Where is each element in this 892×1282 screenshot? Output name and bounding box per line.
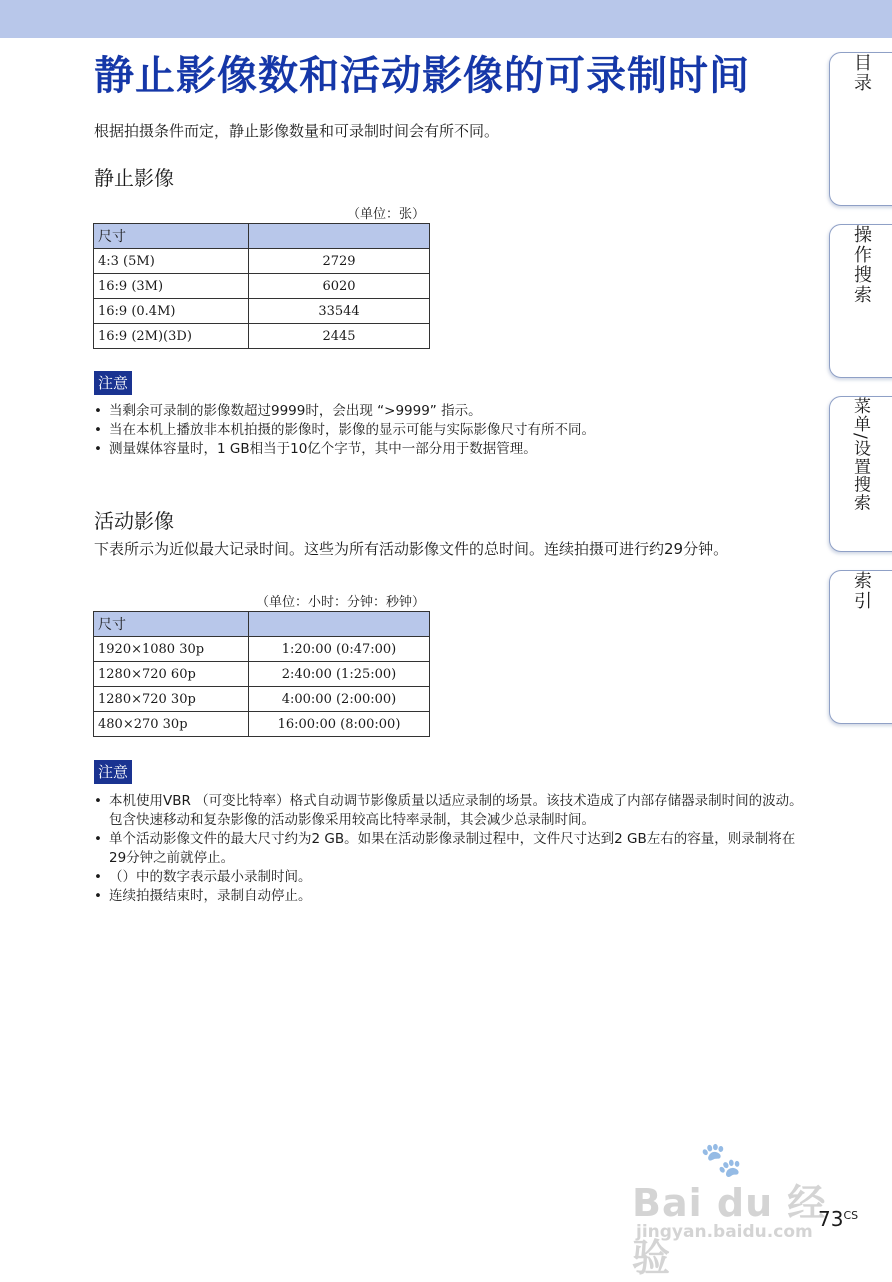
page-title: 静止影像数和活动影像的可录制时间 [94,53,750,99]
movie-notes-list [94,792,804,906]
value-cell: 33544 [249,299,430,324]
column-header-value [249,224,430,249]
page-number-suffix: CS [843,1209,859,1222]
still-table [93,223,430,349]
still-notes-list [94,402,804,459]
size-cell: 4:3 (5M) [94,249,249,274]
table-header-row [94,612,430,637]
list-item-subtext: 包含快速移动和复杂影像的活动影像采用较高比特率录制，其会减少总录制时间。 [109,812,595,828]
table-row [94,687,430,712]
value-cell: 2:40:00 (1:25:00) [249,662,430,687]
intro-text: 根据拍摄条件而定，静止影像数量和可录制时间会有所不同。 [94,122,500,140]
column-header-size: 尺寸 [94,612,249,637]
tab-label: 索引 [851,571,872,611]
value-cell: 6020 [249,274,430,299]
table-header-row [94,224,430,249]
value-cell: 1:20:00 (0:47:00) [249,637,430,662]
column-header-size: 尺寸 [94,224,249,249]
watermark-logo: Bai du 经验 [632,1181,827,1280]
tab-label: 目录 [851,53,872,93]
value-cell: 16:00:00 (8:00:00) [249,712,430,737]
tab-label: 菜单/设置搜索 [850,397,870,512]
list-item: • 当在本机上播放非本机拍摄的影像时，影像的显示可能与实际影像尺寸有所不同。 [94,421,804,440]
table-row [94,324,430,349]
movie-heading: 活动影像 [94,509,174,533]
table-row [94,637,430,662]
table-row [94,299,430,324]
list-item-text: 本机使用VBR （可变比特率）格式自动调节影像质量以适应录制的场景。该技术造成了内部存储器录制时间的波动。 [109,793,803,809]
page-number-value: 73 [818,1207,844,1231]
tab-index[interactable] [829,570,892,724]
top-banner [0,0,892,38]
tab-operation-search[interactable] [829,224,892,378]
size-cell: 1920×1080 30p [94,637,249,662]
paw-icon: 🐾 [700,1140,743,1180]
list-item: • 当剩余可录制的影像数超过9999时，会出现 “>9999” 指示。 [94,402,804,421]
table-row [94,712,430,737]
tab-label: 操作搜索 [851,225,872,305]
still-heading: 静止影像 [94,166,174,190]
size-cell: 16:9 (2M)(3D) [94,324,249,349]
watermark-url: jingyan.baidu.com [636,1222,813,1242]
list-item: • 测量媒体容量时，1 GB相当于10亿个字节，其中一部分用于数据管理。 [94,440,804,459]
size-cell: 16:9 (0.4M) [94,299,249,324]
value-cell: 2445 [249,324,430,349]
table-row [94,249,430,274]
still-unit: （单位：张） [346,207,425,222]
movie-description: 下表所示为近似最大记录时间。这些为所有活动影像文件的总时间。连续拍摄可进行约29分钟。 [94,540,729,558]
note-tag: 注意 [94,371,132,395]
tab-contents[interactable] [829,52,892,206]
list-item: • 单个活动影像文件的最大尺寸约为2 GB。如果在活动影像录制过程中，文件尺寸达到2 GB左右的容量，则录制将在29分钟之前就停止。 [94,830,804,868]
list-item: • （）中的数字表示最小录制时间。 [94,868,804,887]
value-cell: 4:00:00 (2:00:00) [249,687,430,712]
size-cell: 16:9 (3M) [94,274,249,299]
table-row [94,662,430,687]
size-cell: 480×270 30p [94,712,249,737]
list-item [94,792,804,830]
baidu-watermark [630,1140,840,1280]
list-item: • 连续拍摄结束时，录制自动停止。 [94,887,804,906]
table-row [94,274,430,299]
note-tag: 注意 [94,760,132,784]
size-cell: 1280×720 60p [94,662,249,687]
movie-unit: （单位：小时：分钟：秒钟） [255,595,425,610]
tab-menu-settings-search[interactable] [829,396,892,552]
movie-table [93,611,430,737]
size-cell: 1280×720 30p [94,687,249,712]
value-cell: 2729 [249,249,430,274]
page-number [818,1207,858,1231]
column-header-value [249,612,430,637]
